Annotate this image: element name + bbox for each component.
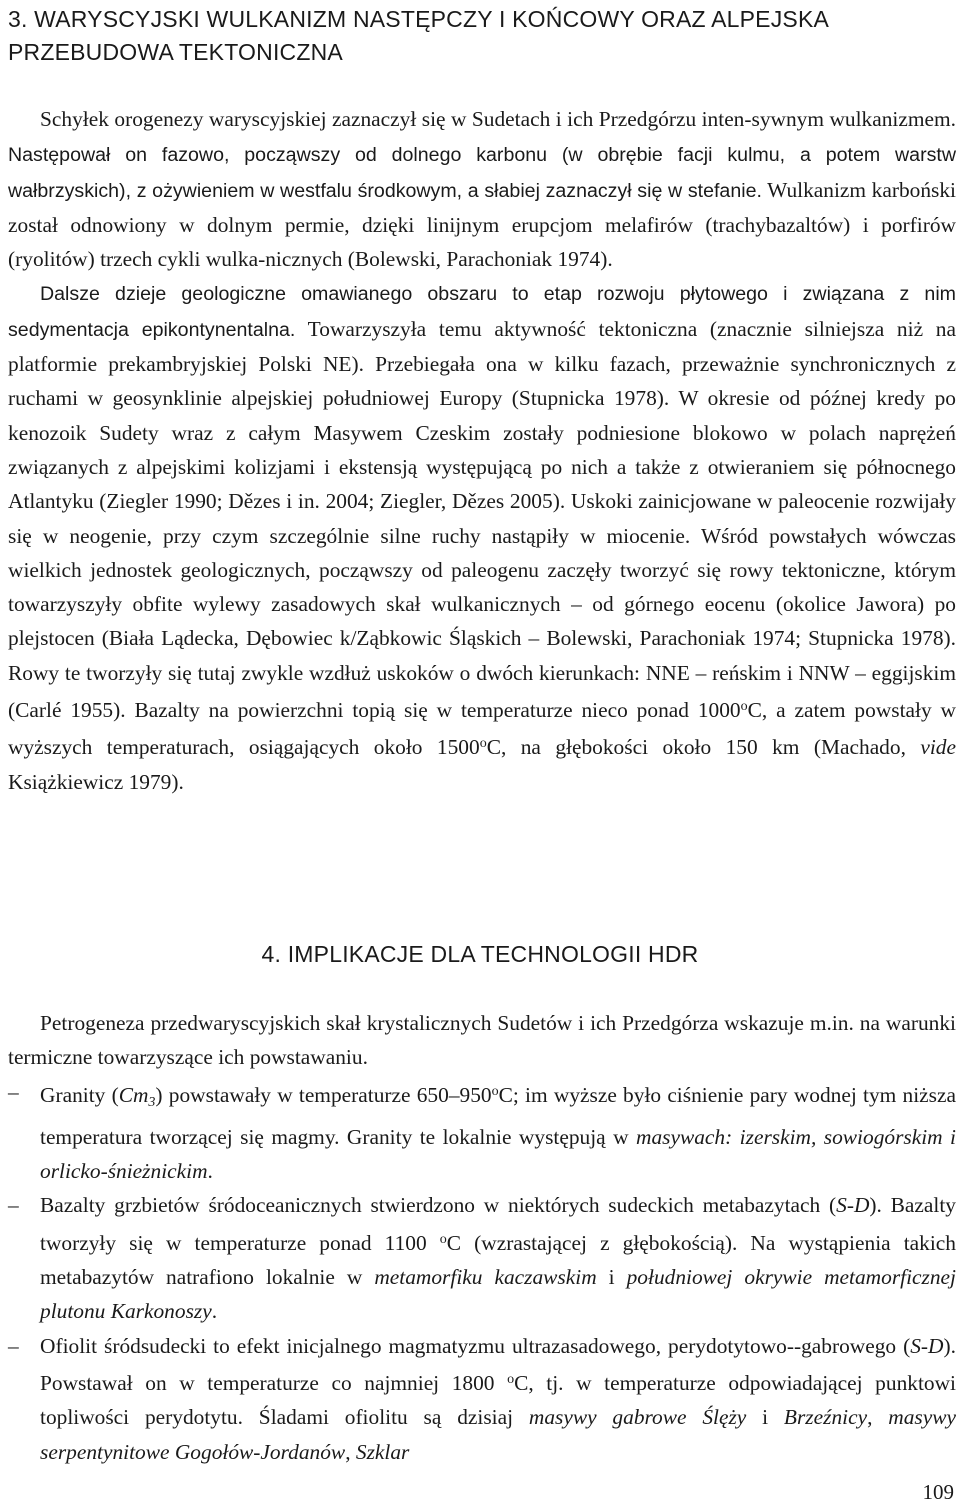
item2-text-b: ). Bazalty tworzyły się w temperaturze ponad 1100	[40, 1193, 956, 1255]
item2-italic-2: południowej okrywie metamorficznej plutonu Karkonoszy	[40, 1265, 956, 1324]
list-dash: –	[8, 1193, 19, 1218]
section-3-title-line1: 3. WARYSCYJSKI WULKANIZM NASTĘPCZY I KOŃCOWY ORAZ ALPEJSKA	[8, 6, 830, 32]
section-4-title: 4. IMPLIKACJE DLA TECHNOLOGII HDR	[261, 941, 699, 967]
section-3-body	[8, 102, 956, 799]
section-3-paragraph-1	[8, 102, 956, 276]
item1-italic: masywach: izerskim, sowiogórskim i orlicko-śnieżnickim	[40, 1124, 957, 1184]
item1-end: .	[207, 1159, 213, 1184]
degree-sup: o	[740, 699, 748, 715]
section-3-paragraph-2	[8, 276, 956, 798]
p1-part-b: Następował on fazowo, począwszy od dolnego karbonu (w obrębie facji kulmu, a potem warstw wałbrzyskich), z ożywieniem w westfalu środkowym, a słabiej zaznaczył się w stefanie.	[8, 144, 956, 202]
degree-sup: o	[491, 1083, 499, 1099]
item3-text-c: C, tj. w temperaturze odpowiadającej punktowi topliwości perydotytu. Śladami ofiolitu są dzisiaj	[40, 1370, 956, 1430]
item2-text-c: C (wzrastającej z głębokością). Na wystąpienia takich metabazytów natrafiono lokalnie w	[40, 1230, 956, 1290]
item2-end: .	[211, 1299, 218, 1324]
item3-text-a: Ofiolit śródsudecki to efekt inicjalnego magmatyzmu ultrazasadowego, perydotytowo--gabrowego (	[40, 1333, 911, 1358]
list-item-ofiolit	[8, 1329, 956, 1469]
p1-part-a: Schyłek orogenezy waryscyjskiej zaznaczył się w Sudetach i ich Przedgórzu inten-sywnym wulkanizmem.	[40, 107, 956, 131]
list-dash: –	[8, 1333, 19, 1358]
p2-part-e: C, na głębokości około 150 km (Machado,	[486, 735, 921, 760]
page-number: 109	[922, 1480, 954, 1504]
list-item-granity	[8, 1075, 956, 1189]
item3-italic-2: Brzeźnicy	[783, 1405, 868, 1430]
section-4-intro: Petrogeneza przedwaryscyjskich skał krystalicznych Sudetów i ich Przedgórza wskazuje m.in. na warunki termiczne towarzyszące ich powstawaniu.	[8, 1011, 956, 1070]
item3-italic-4: Szklar	[355, 1439, 410, 1464]
item1-text-a: Granity (	[40, 1082, 119, 1107]
p1-part-c: Wulkanizm karboński został odnowiony w dolnym permie, dzięki linijnym erupcjom melafirów (trachybazaltów) i porfirów (ryolitów) trzech cykli wulka-nicznych (Bolewski, Parachoniak 1974).	[8, 177, 956, 272]
item2-sd: S-D	[836, 1193, 870, 1218]
item3-text-d: i	[746, 1405, 784, 1430]
section-3-title	[8, 3, 948, 69]
item2-italic-1: metamorfiku kaczawskim	[374, 1265, 597, 1290]
degree-sup: o	[507, 1371, 515, 1387]
item1-cm: Cm	[118, 1082, 149, 1107]
item1-text-c: C; im wyższe było ciśnienie pary wodnej tym niższa temperatura tworzącej się magmy. Granity te lokalnie występują w	[40, 1082, 956, 1149]
item3-text-b: ). Powstawał on w temperaturze co najmniej 1800	[40, 1333, 956, 1395]
degree-sup: o	[439, 1231, 447, 1247]
p2-part-b: Towarzyszyła temu aktywność tektoniczna (znacznie silniejsza niż na platformie prekambryjskiej Polski NE).	[8, 316, 956, 377]
item2-text-d: i	[596, 1265, 627, 1290]
list-dash: –	[8, 1079, 19, 1104]
list-item-bazalty	[8, 1188, 956, 1328]
p2-vide: vide	[920, 735, 956, 760]
degree-sup: o	[479, 736, 487, 752]
p2-part-f: Książkiewicz 1979).	[8, 769, 184, 794]
p2-part-c: Przebiegała ona w kilku fazach, przeważnie synchronicznych z ruchami w geosynklinie alpejskiej południowej Europy (Stupnicka 1978). W okresie od późnej kredy po kenozoik Sudety wraz z całym Masywem Czeskim zostały podniesione blokowo w polach naprężeń związanych z alpejskimi kolizjami i ekstensją występującą po nich a także z otwieraniem się północnego Atlantyku (Ziegler 1990; Dězes i in. 2004; Ziegler, Dězes 2005). Uskoki zainicjowane w paleocenie rozwijały się w neogenie, przy czym szczególnie silne ruchy nastąpiły w miocenie. Wśród powstałych wówczas wielkich jednostek geologicznych, począwszy od paleogenu zaczęły tworzyć się rowy tektoniczne, którym towarzyszyły obfite wylewy zasadowych skał wulkanicznych – od górnego eocenu (okolice Jawora) po plejstocen (Biała Lądecka, Dębowiec k/Ząbkowic Śląskich – Bolewski, Parachoniak 1974; Stupnicka 1978). Rowy te tworzyły się tutaj zwykle wzdłuż uskoków o dwóch kierunkach: NNE – reńskim i NNW – eggijskim (Carlé 1955). Bazalty na powierzchni topią się w temperaturze nieco ponad 1000	[8, 352, 957, 723]
item3-italic-3: masywy serpentynitowe Gogołów-Jordanów	[40, 1405, 956, 1464]
item3-italic-1: masywy gabrowe Ślęży	[528, 1405, 747, 1430]
item1-sub: 3	[148, 1094, 156, 1110]
item3-sd: S-D	[910, 1333, 944, 1358]
item2-text-a: Bazalty grzbietów śródoceanicznych stwierdzono w niektórych sudeckich metabazytach (	[40, 1193, 837, 1218]
item3-text-f: ,	[345, 1439, 356, 1464]
p2-part-d: C, a zatem powstały w wyższych temperaturach, osiągających około 1500	[8, 698, 956, 760]
item1-text-b: ) powstawały w temperaturze 650–950	[155, 1082, 492, 1107]
item3-text-e: ,	[867, 1405, 889, 1430]
section-4-body	[8, 1006, 956, 1469]
section-3-title-line2: PRZEBUDOWA TEKTONICZNA	[8, 39, 343, 65]
p2-part-a: Dalsze dzieje geologiczne omawianego obszaru to etap rozwoju płytowego i związana z nim sedymentacja epikontynentalna.	[8, 283, 956, 341]
